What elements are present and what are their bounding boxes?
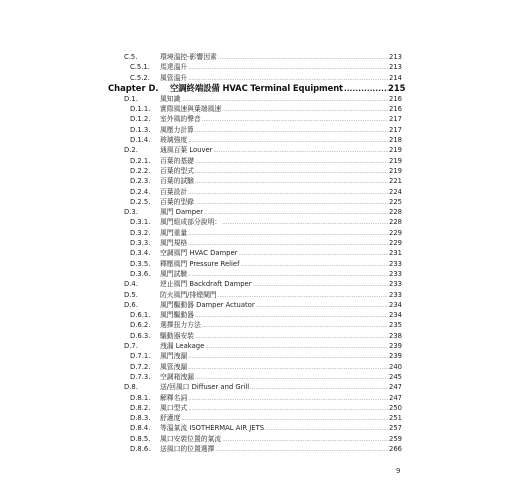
toc-entry-title: 風知識	[160, 94, 181, 103]
toc-subsection-entry[interactable]	[116, 217, 402, 227]
toc-entry-title: 實際風速與葉端風速	[160, 105, 222, 114]
toc-entry-page: 247	[389, 393, 402, 402]
toc-subsection-entry[interactable]	[116, 403, 402, 413]
toc-entry-number: D.3.5.	[130, 259, 151, 268]
toc-dot-leader	[253, 280, 388, 290]
toc-entry-number: D.8.	[124, 383, 138, 392]
toc-entry-page: 233	[389, 280, 402, 289]
toc-subsection-entry[interactable]	[116, 248, 402, 258]
toc-entry-title: 舒適度	[160, 414, 181, 423]
toc-subsection-entry[interactable]	[116, 238, 402, 248]
page-number: 9	[396, 467, 401, 475]
toc-subsection-entry[interactable]	[116, 259, 402, 269]
toc-entry-number: D.3.1.	[130, 218, 151, 227]
toc-entry-title: 空調風門 HVAC Damper	[160, 249, 238, 258]
toc-dot-leader	[195, 157, 388, 167]
toc-entry-number: D.8.6.	[130, 444, 151, 453]
toc-entry-page: 217	[389, 115, 402, 124]
toc-entry-title: 馬達溫升	[160, 63, 188, 72]
toc-dot-leader	[265, 424, 388, 434]
toc-section-entry[interactable]	[116, 94, 402, 104]
toc-dot-leader	[238, 249, 388, 259]
toc-entry-page: 234	[389, 300, 402, 309]
toc-entry-title: 釋壓風門 Pressure Relief	[160, 259, 240, 268]
toc-entry-number: D.6.1.	[130, 311, 151, 320]
toc-entry-page: 250	[389, 403, 402, 412]
toc-dot-leader	[188, 363, 388, 373]
toc-entry-page: 224	[389, 187, 402, 196]
toc-entry-title: 風壓力計算	[160, 125, 194, 134]
toc-entry-title: 驅動器安裝	[160, 331, 194, 340]
toc-entry-title: 空調箱洩漏	[160, 372, 194, 381]
toc-entry-number: D.2.5.	[130, 197, 151, 206]
toc-entry-number: D.5.	[124, 290, 138, 299]
toc-section-entry[interactable]	[116, 207, 402, 217]
toc-entry-number: D.3.	[124, 208, 138, 217]
toc-section-entry[interactable]	[116, 145, 402, 155]
toc-entry-title: 百葉的型式	[160, 166, 194, 175]
toc-entry-page: 229	[389, 239, 402, 248]
toc-dot-leader	[188, 394, 388, 404]
toc-section-entry[interactable]	[116, 300, 402, 310]
toc-entry-number: D.7.1.	[130, 352, 151, 361]
toc-entry-page: 215	[388, 82, 406, 93]
toc-entry-title: 風門組成部分說明：	[160, 218, 222, 227]
toc-subsection-entry[interactable]	[116, 73, 402, 83]
toc-entry-number: D.6.	[124, 300, 138, 309]
toc-entry-title: 風門試驗	[160, 269, 188, 278]
toc-entry-number: C.5.2.	[130, 73, 150, 82]
toc-section-entry[interactable]	[116, 341, 402, 351]
toc-subsection-entry[interactable]	[116, 228, 402, 238]
toc-subsection-entry[interactable]	[116, 176, 402, 186]
toc-dot-leader	[213, 146, 388, 156]
toc-subsection-entry[interactable]	[116, 372, 402, 382]
toc-dot-leader	[256, 301, 388, 311]
toc-entry-page: 257	[389, 424, 402, 433]
toc-entry-page: 266	[389, 444, 402, 453]
toc-entry-title: 洩漏 Leakage	[160, 342, 205, 351]
toc-entry-title: 室外風的聲音	[160, 115, 201, 124]
toc-entry-title: 防火風門/排煙閘門	[160, 290, 217, 299]
toc-entry-page: 228	[389, 218, 402, 227]
toc-entry-page: 235	[389, 321, 402, 330]
toc-dot-leader	[215, 445, 388, 455]
toc-entry-title: 環境溫控-影響因素	[160, 53, 217, 61]
toc-dot-leader	[204, 208, 388, 218]
toc-entry-page: 213	[389, 63, 402, 72]
toc-entry-number: D.2.3.	[130, 177, 151, 186]
toc-subsection-entry[interactable]	[116, 187, 402, 197]
toc-subsection-entry[interactable]	[116, 166, 402, 176]
toc-entry-page: 233	[389, 290, 402, 299]
toc-entry-number: D.2.2.	[130, 166, 151, 175]
toc-section-entry[interactable]	[116, 382, 402, 392]
toc-dot-leader	[202, 115, 388, 125]
toc-entry-number: D.7.	[124, 342, 138, 351]
toc-entry-page: 251	[389, 414, 402, 423]
toc-subsection-entry[interactable]	[116, 331, 402, 341]
toc-dot-leader	[202, 321, 388, 331]
toc-entry-number: D.1.3.	[130, 125, 151, 134]
toc-entry-page: 214	[389, 73, 402, 82]
toc-dot-leader	[188, 63, 388, 73]
toc-entry-page: 219	[389, 146, 402, 155]
toc-entry-title: 百葉的試驗	[160, 177, 194, 186]
toc-section-entry[interactable]	[116, 290, 402, 300]
toc-dot-leader	[195, 332, 388, 342]
toc-subsection-entry[interactable]	[116, 320, 402, 330]
toc-dot-leader	[218, 53, 388, 63]
toc-entry-title: 風管溫升	[160, 73, 188, 82]
table-of-contents	[108, 52, 406, 454]
toc-entry-number: D.8.4.	[130, 424, 151, 433]
toc-entry-title: 百葉的基礎	[160, 156, 194, 165]
toc-entry-title: 百葉的型錄	[160, 197, 194, 206]
toc-entry-title: 風口安裝位置的氣流	[160, 434, 222, 443]
toc-entry-title: 風門重量	[160, 228, 188, 237]
toc-entry-number: D.1.4.	[130, 136, 151, 145]
toc-entry-page: 218	[389, 136, 402, 145]
toc-entry-page: 234	[389, 311, 402, 320]
toc-entry-number: D.2.	[124, 146, 138, 155]
toc-entry-page: 228	[389, 208, 402, 217]
toc-entry-number: D.6.3.	[130, 331, 151, 340]
toc-entry-title: 風門驅動器	[160, 311, 194, 320]
toc-entry-number: D.2.4.	[130, 187, 151, 196]
toc-entry-title: 送/回風口 Diffuser and Grill	[160, 383, 250, 392]
toc-entry-number: D.3.4.	[130, 249, 151, 258]
toc-entry-number: D.1.1.	[130, 105, 151, 114]
toc-entry-number: D.8.1.	[130, 393, 151, 402]
toc-entry-title: 等溫氣流 ISOTHERMAL AIR JETS	[160, 424, 265, 433]
toc-subsection-entry[interactable]	[116, 434, 402, 444]
toc-entry-number: D.8.5.	[130, 434, 151, 443]
toc-dot-leader	[205, 342, 388, 352]
toc-dot-leader	[195, 198, 388, 208]
toc-subsection-entry[interactable]	[116, 104, 402, 114]
toc-subsection-entry[interactable]	[116, 310, 402, 320]
toc-dot-leader	[195, 167, 388, 177]
toc-section-entry[interactable]	[116, 279, 402, 289]
toc-entry-page: 245	[389, 372, 402, 381]
toc-entry-number: D.8.2.	[130, 403, 151, 412]
toc-subsection-entry[interactable]	[116, 125, 402, 135]
toc-entry-number: Chapter D.	[108, 82, 159, 93]
toc-dot-leader	[344, 84, 388, 95]
toc-entry-title: 風管洩漏	[160, 362, 188, 371]
toc-entry-number: D.3.2.	[130, 228, 151, 237]
toc-subsection-entry[interactable]	[116, 197, 402, 207]
toc-dot-leader	[188, 229, 388, 239]
toc-entry-page: 219	[389, 166, 402, 175]
toc-dot-leader	[222, 105, 388, 115]
toc-entry-page: 239	[389, 352, 402, 361]
toc-entry-page: 240	[389, 362, 402, 371]
toc-entry-page: 231	[389, 249, 402, 258]
toc-entry-title: 風門洩漏	[160, 352, 188, 361]
toc-entry-number: D.3.6.	[130, 269, 151, 278]
toc-section-entry[interactable]	[116, 52, 402, 62]
toc-dot-leader	[250, 383, 388, 393]
toc-dot-leader	[195, 126, 388, 136]
toc-entry-number: C.5.1.	[130, 63, 150, 72]
toc-entry-page: 229	[389, 228, 402, 237]
toc-entry-title: 解釋名詞	[160, 393, 188, 402]
toc-entry-number: D.8.3.	[130, 414, 151, 423]
toc-subsection-entry[interactable]	[116, 269, 402, 279]
toc-subsection-entry[interactable]	[116, 351, 402, 361]
toc-entry-title: 空調終端設備 HVAC Terminal Equipment	[170, 82, 343, 93]
toc-entry-number: D.7.3.	[130, 372, 151, 381]
toc-dot-leader	[240, 260, 388, 270]
toc-entry-number: D.1.	[124, 94, 138, 103]
toc-dot-leader	[188, 352, 388, 362]
toc-entry-page: 213	[389, 53, 402, 61]
toc-entry-number: D.3.3.	[130, 239, 151, 248]
toc-entry-page: 216	[389, 105, 402, 114]
toc-entry-page: 225	[389, 197, 402, 206]
toc-entry-number: D.7.2.	[130, 362, 151, 371]
toc-entry-number: C.5.	[124, 53, 138, 61]
toc-dot-leader	[188, 188, 388, 198]
toc-subsection-entry[interactable]	[116, 444, 402, 454]
toc-entry-page: 239	[389, 342, 402, 351]
toc-entry-title: 風門 Damper	[160, 208, 204, 217]
toc-dot-leader	[222, 435, 388, 445]
toc-dot-leader	[195, 177, 388, 187]
toc-entry-page: 238	[389, 331, 402, 340]
toc-subsection-entry[interactable]	[116, 156, 402, 166]
toc-entry-page: 221	[389, 177, 402, 186]
toc-dot-leader	[195, 311, 388, 321]
toc-entry-number: D.1.2.	[130, 115, 151, 124]
toc-entry-page: 233	[389, 259, 402, 268]
toc-entry-page: 259	[389, 434, 402, 443]
toc-dot-leader	[188, 404, 388, 414]
toc-subsection-entry[interactable]	[116, 423, 402, 433]
toc-subsection-entry[interactable]	[116, 413, 402, 423]
toc-entry-page: 247	[389, 383, 402, 392]
toc-entry-page: 217	[389, 125, 402, 134]
toc-entry-title: 玻璃強度	[160, 136, 188, 145]
toc-subsection-entry[interactable]	[116, 135, 402, 145]
toc-entry-number: D.6.2.	[130, 321, 151, 330]
toc-chapter-entry[interactable]	[108, 82, 406, 94]
toc-entry-title: 送風口的位置選擇	[160, 444, 215, 453]
toc-entry-title: 逆止風門 Backdraft Damper	[160, 280, 252, 289]
toc-subsection-entry[interactable]	[116, 62, 402, 72]
toc-entry-title: 百葉設計	[160, 187, 188, 196]
toc-dot-leader	[188, 136, 388, 146]
toc-subsection-entry[interactable]	[116, 362, 402, 372]
toc-entry-title: 風口型式	[160, 403, 188, 412]
toc-entry-page: 216	[389, 94, 402, 103]
toc-entry-number: D.4.	[124, 280, 138, 289]
toc-entry-page: 233	[389, 269, 402, 278]
toc-entry-title: 風門驅動器 Damper Actuator	[160, 300, 255, 309]
toc-entry-title: 風門規格	[160, 239, 188, 248]
toc-entry-page: 219	[389, 156, 402, 165]
toc-entry-title: 通風百葉 Louver	[160, 146, 213, 155]
toc-subsection-entry[interactable]	[116, 393, 402, 403]
toc-dot-leader	[222, 218, 388, 228]
toc-subsection-entry[interactable]	[116, 114, 402, 124]
toc-entry-title: 選擇扭力方法	[160, 321, 201, 330]
toc-entry-number: D.2.1.	[130, 156, 151, 165]
